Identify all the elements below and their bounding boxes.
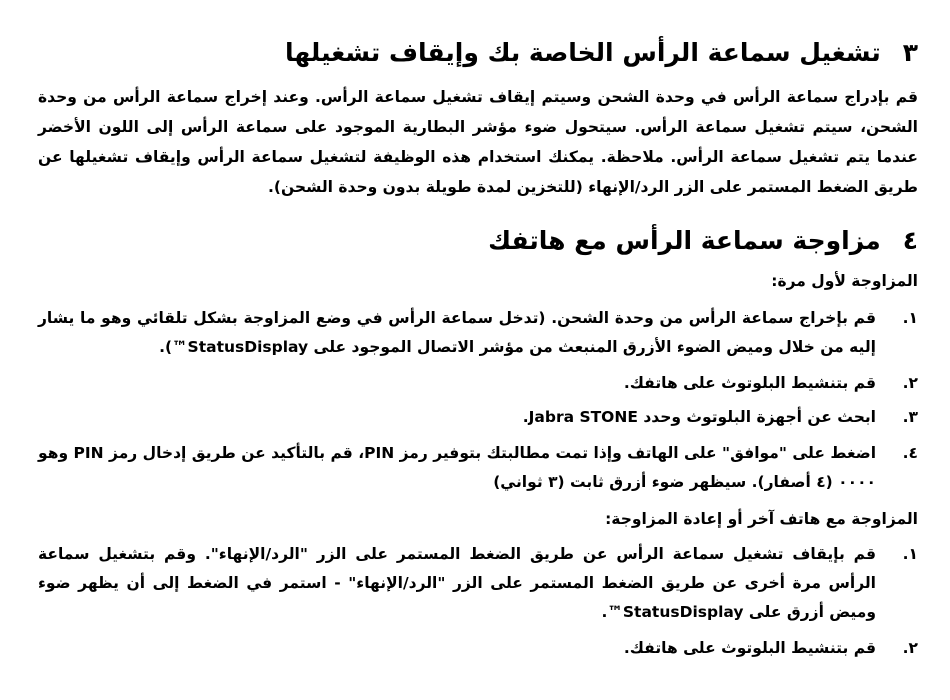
step-text: قم بإخراج سماعة الرأس من وحدة الشحن. (تدخل سماعة الرأس في وضع المزاوجة بشكل تلقائي وهو ما يشار إليه من خلال وميض الضوء الأزرق المنبعث من مؤشر الاتصال الموجود على StatusDisplay™).: [38, 309, 876, 356]
re-pairing-step-2: [38, 634, 918, 663]
first-pairing-step-4: [38, 439, 918, 497]
section-3-title: تشغيل سماعة الرأس الخاصة بك وإيقاف تشغيلها: [285, 38, 881, 67]
step-number: ١.: [902, 545, 918, 563]
step-number: ٤.: [902, 444, 918, 462]
step-number: ٣.: [902, 408, 918, 426]
step-text: اضغط على "موافق" على الهاتف وإذا تمت مطالبتك بتوفير رمز PIN، قم بالتأكيد عن طريق إدخال رمز PIN وهو ٠٠٠٠ (٤ أصفار). سيظهر ضوء أزرق ثابت (٣ ثواني): [38, 444, 877, 491]
re-pairing-heading: المزاوجة مع هاتف آخر أو إعادة المزاوجة:: [605, 510, 918, 528]
re-pairing-step-1: [38, 540, 918, 627]
step-number: ٢.: [902, 374, 918, 392]
step-text: قم بتنشيط البلوتوث على هاتفك.: [623, 639, 876, 657]
section-4-heading: [488, 226, 918, 256]
first-pairing-step-1: [38, 304, 918, 362]
step-text: ابحث عن أجهزة البلوتوث وحدد Jabra STONE.: [522, 408, 876, 426]
first-pairing-step-2: [38, 369, 918, 398]
step-text: قم بتنشيط البلوتوث على هاتفك.: [623, 374, 876, 392]
first-pairing-step-3: [38, 403, 918, 432]
step-text: قم بإيقاف تشغيل سماعة الرأس عن طريق الضغط المستمر على الزر "الرد/الإنهاء". وقم بتشغيل سماعة الرأس مرة أخرى عن طريق الضغط المستمر على الزر "الرد/الإنهاء" - استمر في الضغط إلى أن يظهر ضوء وميض أزرق على StatusDisplay™.: [38, 545, 876, 621]
section-3-number: ٣: [902, 38, 918, 67]
section-3-heading: [285, 38, 918, 68]
first-pairing-heading: المزاوجة لأول مرة:: [771, 272, 918, 290]
section-3-body: قم بإدراج سماعة الرأس في وحدة الشحن وسيتم إيقاف تشغيل سماعة الرأس. وعند إخراج سماعة الرأس من وحدة الشحن، سيتم تشغيل سماعة الرأس. سيتحول ضوء مؤشر البطارية الموجود على سماعة الرأس إلى اللون الأخضر عندما يتم تشغيل سماعة الرأس. ملاحظة. يمكنك استخدام هذه الوظيفة لتشغيل سماعة الرأس وإيقاف تشغيلها عن طريق الضغط المستمر على الزر الرد/الإنهاء (للتخزين لمدة طويلة بدون وحدة الشحن).: [38, 88, 918, 196]
step-number: ١.: [902, 309, 918, 327]
section-4-number: ٤: [902, 226, 918, 255]
section-4-title: مزاوجة سماعة الرأس مع هاتفك: [488, 226, 881, 255]
step-number: ٢.: [902, 639, 918, 657]
